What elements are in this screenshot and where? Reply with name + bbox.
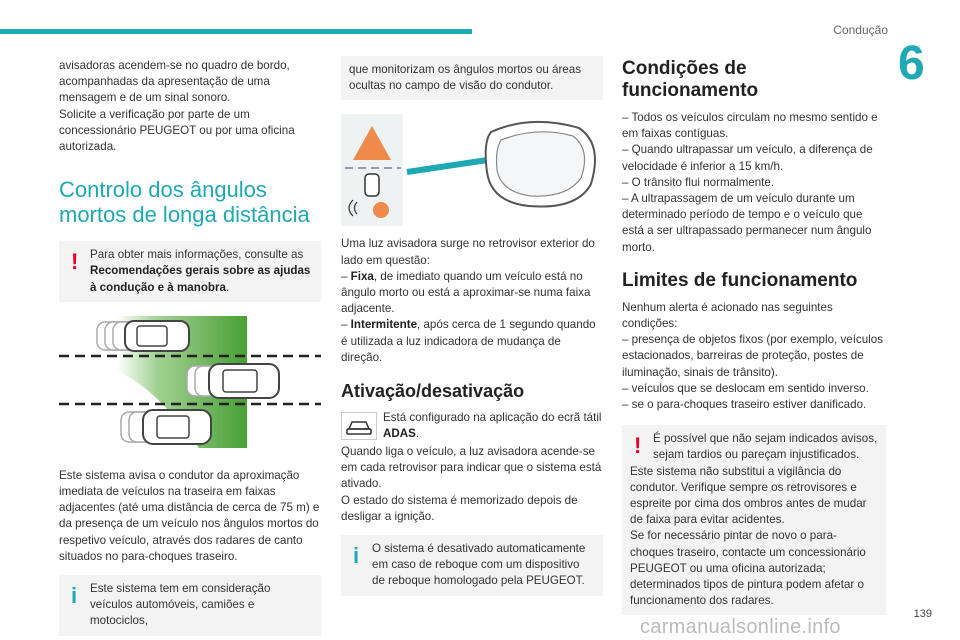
list-item: – se o para-choques traseiro estiver danificado. xyxy=(622,398,867,412)
mirror-diagram xyxy=(341,114,603,226)
header-section-title: Condução xyxy=(833,23,888,37)
section-heading: Ativação/desativação xyxy=(341,381,525,402)
list-item: – O trânsito flui normalmente. xyxy=(622,175,775,189)
adas-link[interactable]: ADAS xyxy=(383,427,416,441)
warning-note: ! Para obter mais informações, consulte as Recomendações gerais sobre as ajudas à condução e à manobra. xyxy=(59,241,321,302)
description-paragraph: Uma luz avisadora surge no retrovisor exterior do lado em questão: xyxy=(341,237,595,267)
column-1 xyxy=(59,58,321,636)
list-item: – veículos que se deslocam em sentido inverso. xyxy=(622,381,869,395)
watermark: carmanualsonline.info xyxy=(640,616,841,638)
section-heading: Limites de funcionamento xyxy=(622,269,858,291)
exclamation-icon: ! xyxy=(634,433,642,459)
description-paragraph: Este sistema avisa o condutor da aproximação imediata de veículos na traseira em faixas adjacentes (até uma distância de cerca de 75 m) e da presença de um veículo nos ângulos mortos do respetivo veículo, através dos radares de canto situados no para-choques traseiro. xyxy=(59,468,320,563)
list-item: – Intermitente, após cerca de 1 segundo quando é utilizada a luz indicadora de mudança de direção. xyxy=(341,318,596,364)
list-item: – Todos os veículos circulam no mesmo sentido e em faixas contíguas. xyxy=(622,111,878,141)
mirror-warning-illustration xyxy=(341,114,603,226)
list-item: – presença de objetos fixos (por exemplo, veículos estacionados, barreiras de proteção, postes de iluminação, sinais de trânsito). xyxy=(622,333,884,379)
cross-reference[interactable]: Recomendações gerais sobre as ajudas à condução e à manobra xyxy=(90,264,311,294)
blind-spot-diagram xyxy=(59,316,321,456)
info-note: i Este sistema tem em consideração veículos automóveis, camiões e motociclos, xyxy=(59,575,321,636)
adas-setting: Está configurado na aplicação do ecrã tátil ADAS. xyxy=(341,410,603,444)
intro-paragraph: avisadoras acendem-se no quadro de bordo, acompanhadas da apresentação de uma mensagem e de um sinal sonoro. xyxy=(59,59,290,105)
header-accent-bar xyxy=(0,29,472,34)
description-paragraph: Nenhum alerta é acionado nas seguintes condições: xyxy=(622,300,833,331)
list-item: – A ultrapassagem de um veículo durante um determinado período de tempo e o veículo que está a ser ultrapassado permanecer num ângulo morto. xyxy=(622,192,872,254)
warning-note: ! É possível que não sejam indicados avisos, sejam tardios ou pareçam injustificados. Este sistema não substitui a vigilância do condutor. Verifique sempre os retrovisores e espreite por cima dos ombros antes de mudar de faixa para evitar acidentes. Se for necessário pintar de novo o para-choques traseiro, contacte um concessionário PEUGEOT ou uma oficina autorizada; determinados tipos de pintura podem afetar o funcionamento dos radares. xyxy=(622,425,886,615)
column-3 xyxy=(622,58,886,615)
description-paragraph: Quando liga o veículo, a luz avisadora acende-se em cada retrovisor para indicar que o sistema está ativado. xyxy=(341,445,602,491)
info-note: i O sistema é desativado automaticamente em caso de reboque com um dispositivo de reboque homologado pela PEUGEOT. xyxy=(341,535,603,596)
blind-spot-illustration xyxy=(59,316,321,456)
info-note-continued: que monitorizam os ângulos mortos ou áreas ocultas no campo de visão do condutor. xyxy=(341,56,603,100)
section-heading: Condições de funcionamento xyxy=(622,58,759,101)
info-icon: i xyxy=(353,543,360,569)
info-icon: i xyxy=(71,583,78,609)
exclamation-icon: ! xyxy=(71,249,79,275)
intro-paragraph: Solicite a verificação por parte de um concessionário PEUGEOT ou por uma oficina autorizada. xyxy=(59,107,295,154)
section-heading: Controlo dos ângulos mortos de longa distância xyxy=(59,177,310,228)
list-item: – Fixa, de imediato quando um veículo está no ângulo morto ou está a aproximar-se numa faixa adjacente. xyxy=(341,269,591,316)
car-adas-icon xyxy=(341,412,377,440)
column-2 xyxy=(341,56,603,596)
description-paragraph: O estado do sistema é memorizado depois de desligar a ignição. xyxy=(341,493,578,523)
chapter-number: 6 xyxy=(898,37,925,90)
list-item: – Quando ultrapassar um veículo, a diferença de velocidade é inferior a 15 km/h. xyxy=(622,143,873,173)
page-number: 139 xyxy=(913,608,932,620)
